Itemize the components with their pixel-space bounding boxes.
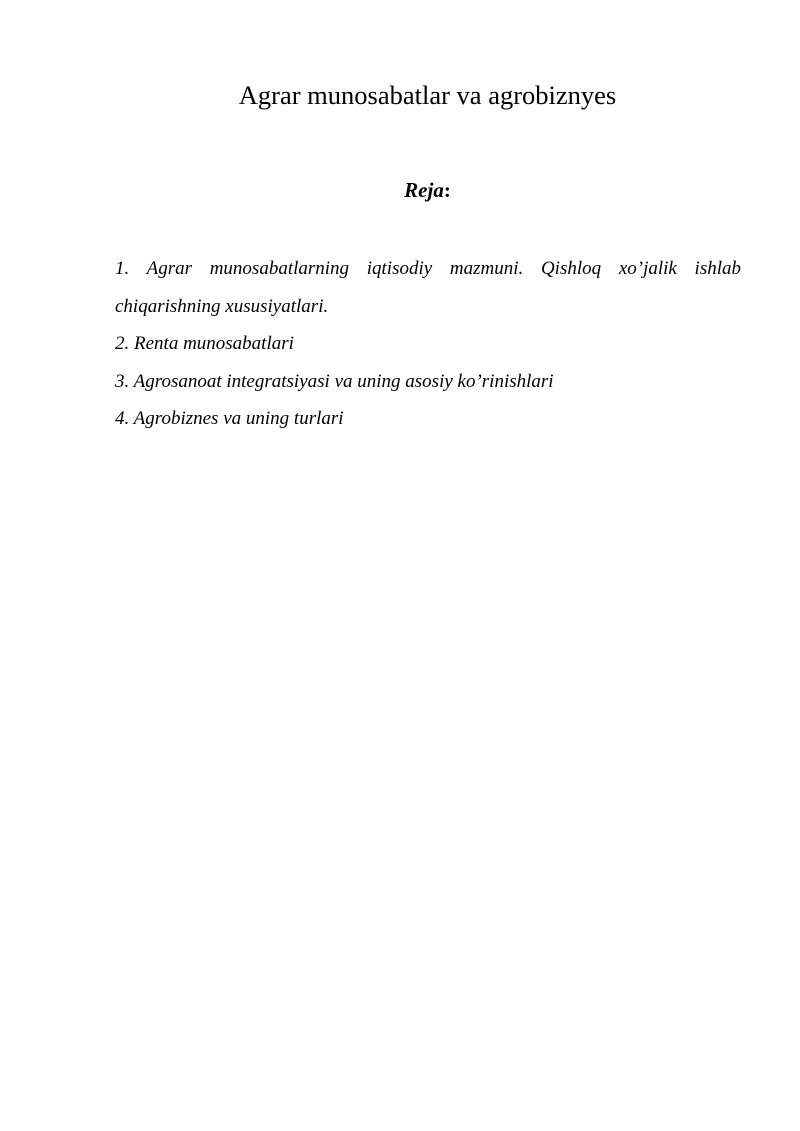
plan-item-4: 4. Agrobiznes va uning turlari: [115, 408, 344, 429]
document-title: Agrar munosabatlar va agrobiznyes: [238, 80, 617, 110]
plan-item-1: 1. Agrar munosabatlarning iqtisodiy mazmuni. Qishloq xo’jalik ishlab chiqarishning xususiyatlari.: [115, 258, 741, 317]
plan-heading-colon: :: [443, 178, 451, 202]
plan-item-2: 2. Renta munosabatlari: [115, 333, 294, 354]
plan-heading: [0, 176, 800, 204]
plan-heading-word: Reja: [404, 178, 444, 202]
plan-item-3: 3. Agrosanoat integratsiyasi va uning asosiy ko’rinishlari: [115, 370, 554, 392]
plan-list: [115, 250, 741, 438]
